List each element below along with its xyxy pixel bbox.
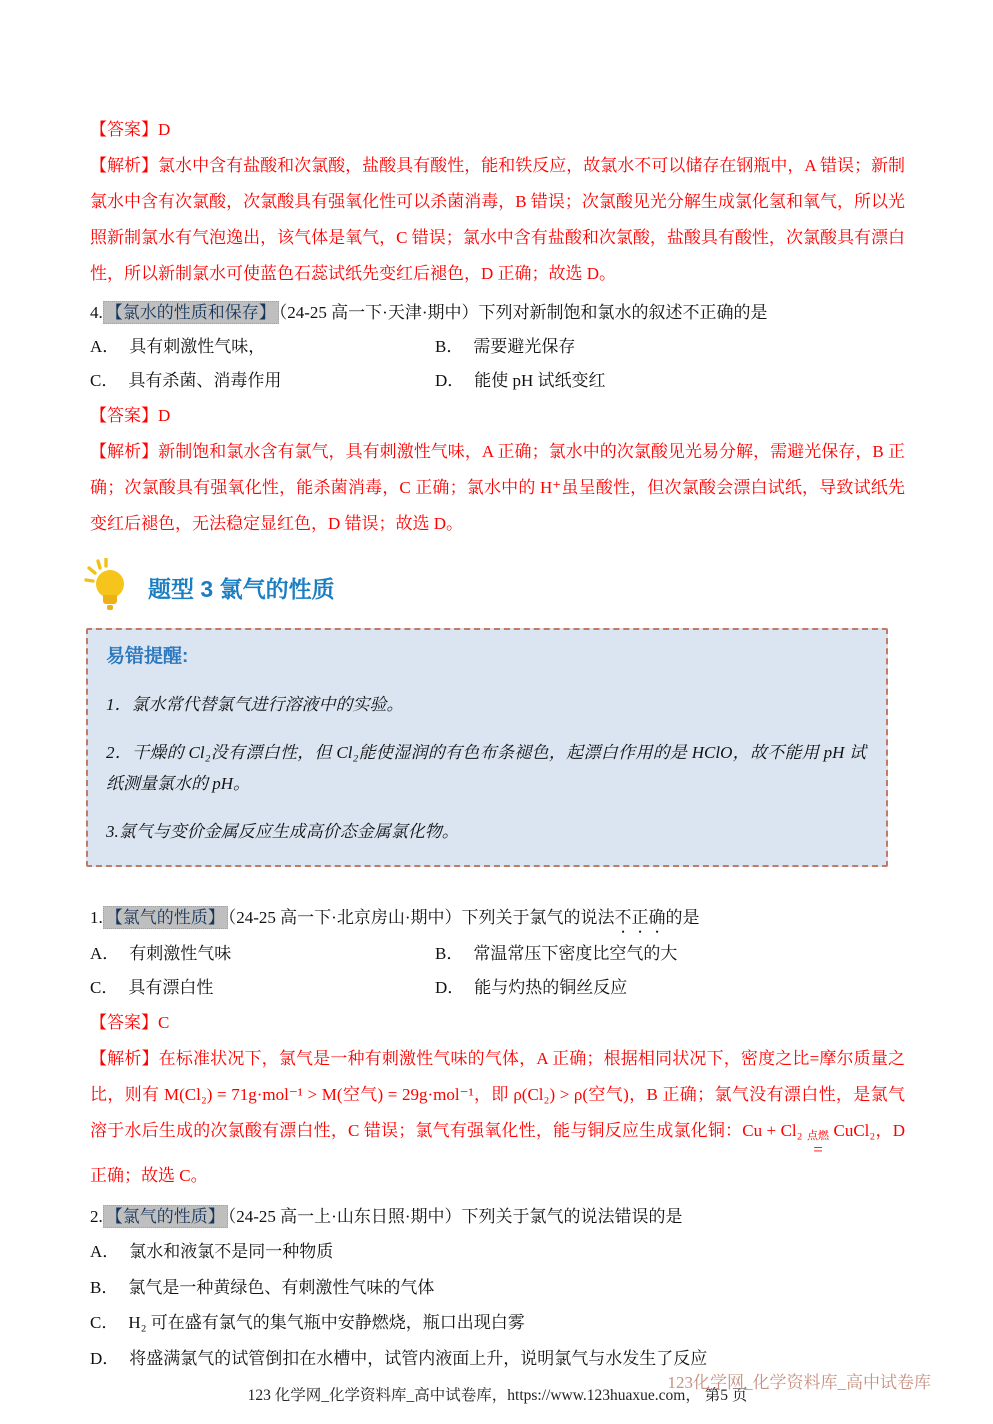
question-stem: 下列对新制饱和氯水的叙述不正确的是 [478, 303, 768, 322]
option-b [90, 1270, 905, 1306]
question-topic-tag: 【氯气的性质】 [103, 1205, 228, 1228]
spacer [90, 867, 905, 897]
question-stem: 的是 [665, 908, 700, 927]
option-text: 需要避光保存 [473, 337, 576, 356]
analysis-label: 【解析】 [90, 442, 159, 461]
option-text: 将盛满氯气的试管倒扣在水槽中，试管内液面上升，说明氯气与水发生了反应 [129, 1348, 708, 1368]
question-topic-tag: 【氯气的性质】 [103, 906, 228, 929]
option-label: B． [90, 1277, 119, 1297]
answer-value: C [158, 1013, 170, 1032]
tips-item-3: 3.氯气与变价金属反应生成高价态金属氯化物。 [106, 822, 459, 841]
tips-box [86, 628, 888, 867]
answer-label: 【答案】 [90, 406, 158, 425]
option-text: 能与灼热的铜丝反应 [474, 978, 628, 997]
question-1-options [90, 937, 905, 1005]
option-label: B． [435, 944, 464, 963]
option-label: A． [90, 337, 120, 356]
option-label: D． [435, 371, 465, 390]
section-heading [84, 556, 905, 618]
answer-value: D [158, 120, 171, 139]
analysis-paragraph-q4 [90, 434, 905, 542]
chemical-equation-condition [807, 1131, 829, 1158]
option-text: 常温常压下密度比空气的大 [473, 944, 678, 963]
tips-title: 易错提醒: [106, 646, 189, 667]
option-label: B． [435, 337, 464, 356]
option-text: 具有漂白性 [128, 978, 214, 997]
option-a [90, 330, 435, 364]
option-label: C． [90, 371, 119, 390]
question-stem: 下列关于氯气的说法错误的是 [461, 1207, 683, 1226]
option-text: 具有杀菌、消毒作用 [128, 371, 282, 390]
analysis-text: 新制饱和氯水含有氯气，具有刺激性气味，A 正确；氯水中的次氯酸见光易分解，需避光保存，B 正确；次氯酸具有强氧化性，能杀菌消毒，C 正确；氯水中的 H⁺虽呈酸性，但次氯酸会漂白试纸，导致试纸先变红后褪色，无法稳定显红色，D 错误；故选 D。 [90, 442, 905, 533]
option-label: C． [90, 978, 119, 997]
option-b [435, 937, 905, 971]
tips-item-1: 1．氯水常代替氯气进行溶液中的实验。 [106, 695, 404, 714]
document-page [90, 0, 905, 1424]
option-a [90, 937, 435, 971]
option-label: C． [90, 1313, 119, 1332]
option-label: D． [90, 1348, 120, 1368]
analysis-text: CuCl₂，D 正确；故选 C。 [90, 1121, 905, 1185]
equals-sign: = [813, 1140, 823, 1159]
option-c [90, 971, 435, 1005]
section-title: 题型 3 氯气的性质 [148, 575, 335, 602]
answer-label: 【答案】 [90, 1013, 158, 1032]
answer-value: D [158, 406, 171, 425]
ignition-condition: 点燃 [807, 1130, 830, 1142]
answer-label: 【答案】 [90, 120, 158, 139]
option-b [435, 330, 905, 364]
option-text: 有刺激性气味 [129, 944, 232, 963]
page-footer: 123 化学网_化学资料库_高中试卷库，https://www.123huaxue.com， 第5 页 [247, 1387, 748, 1404]
option-text: H₂ 可在盛有氯气的集气瓶中安静燃烧，瓶口出现白雾 [128, 1313, 525, 1332]
analysis-text: 在标准状况下，氯气是一种有刺激性气味的气体，A 正确；根据相同状况下，密度之比=摩尔质量之比，则有 M(Cl₂) = 71g·mol⁻¹ > M(空气) = 29g·mol⁻¹，即 ρ(Cl₂) > ρ(空气)，B 正确；氯气没有漂白性，是氯气溶于水后生成的次氯酸有漂白性，C 错误；氯气有强氧化性，能与铜反应生成氯化铜：Cu + Cl₂ [90, 1049, 905, 1140]
answer-line-q4 [90, 398, 905, 434]
question-stem: 下列关于氯气的说法 [461, 908, 615, 927]
option-label: A． [90, 1242, 120, 1261]
question-2-title [90, 1200, 905, 1234]
tips-item-2: 2．干燥的 Cl₂没有漂白性，但 Cl₂能使湿润的有色布条褪色，起漂白作用的是 HClO，故不能用 pH 试纸测量氯水的 pH。 [106, 743, 866, 793]
question-4-title [90, 296, 905, 330]
analysis-text: 氯水中含有盐酸和次氯酸，盐酸具有酸性，能和铁反应，故氯水不可以储存在钢瓶中，A 错误；新制氯水中含有次氯酸，次氯酸具有强氧化性可以杀菌消毒，B 错误；次氯酸见光分解生成氯化氢和氧气，所以光照新制氯水有气泡逸出，该气体是氧气，C 错误；氯水中含有盐酸和次氯酸，盐酸具有酸性，次氯酸具有漂白性，所以新制氯水可使蓝色石蕊试纸先变红后褪色，D 正确；故选 D。 [90, 156, 906, 283]
question-number: 4. [90, 303, 103, 322]
question-number: 2. [90, 1207, 103, 1226]
option-c [90, 364, 435, 398]
top-margin [90, 0, 905, 112]
analysis-paragraph-q1 [90, 1041, 905, 1194]
question-4-options [90, 330, 905, 398]
question-source: （24-25 高一下·天津·期中） [278, 303, 479, 322]
option-label: D． [435, 978, 465, 997]
option-text: 氯气是一种黄绿色、有刺激性气味的气体 [128, 1277, 435, 1297]
question-1-title [90, 901, 905, 937]
analysis-label: 【解析】 [90, 156, 159, 175]
option-d [435, 971, 905, 1005]
option-d [435, 364, 905, 398]
question-source: （24-25 高一上·山东日照·期中） [227, 1207, 462, 1226]
option-label: A． [90, 944, 120, 963]
analysis-label: 【解析】 [90, 1049, 159, 1068]
question-source: （24-25 高一下·北京房山·期中） [227, 908, 462, 927]
watermark: 123化学网_化学资料库_高中试卷库 [667, 1373, 931, 1392]
question-number: 1. [90, 908, 103, 927]
option-text: 氯水和液氯不是同一种物质 [129, 1242, 334, 1261]
option-c [90, 1305, 905, 1341]
option-text: 能使 pH 试纸变红 [474, 371, 606, 390]
option-text: 具有刺激性气味， [129, 337, 266, 356]
answer-line-q1 [90, 1005, 905, 1041]
answer-line-prev [90, 112, 905, 148]
option-a [90, 1234, 905, 1270]
lightbulb-icon [84, 558, 130, 616]
analysis-paragraph-prev [90, 148, 905, 292]
question-topic-tag: 【氯水的性质和保存】 [103, 301, 279, 324]
question-stem-emphasis: 不正确 [614, 908, 666, 927]
